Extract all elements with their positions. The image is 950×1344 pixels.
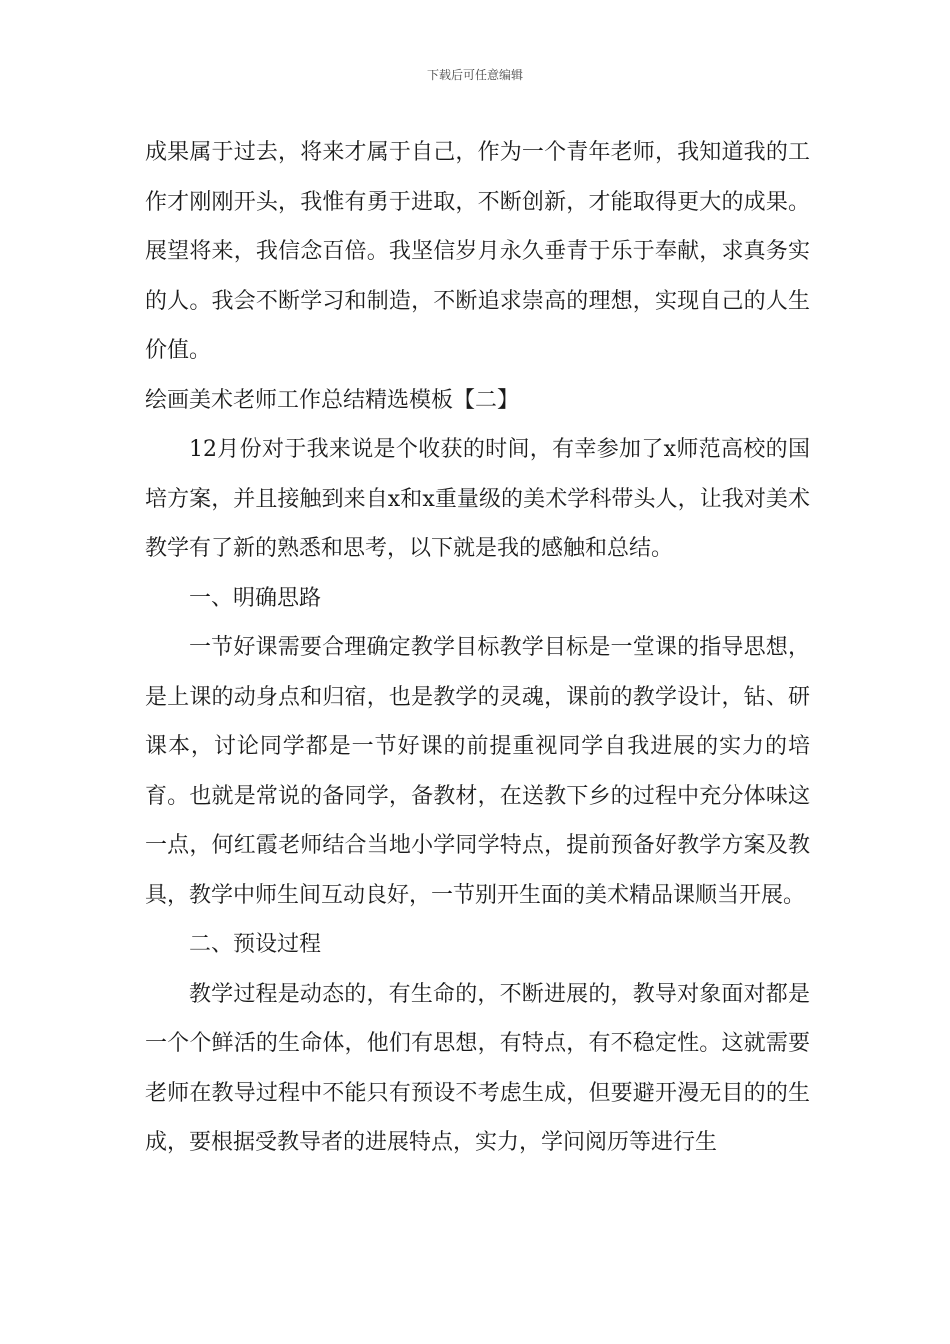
heading-clear-thinking: 一、明确思路 xyxy=(189,585,322,611)
document-body xyxy=(145,128,810,1168)
heading-preset-process: 二、预设过程 xyxy=(189,932,322,957)
paragraph-conclusion: 成果属于过去，将来才属于自己，作为一个青年老师，我知道我的工作才刚刚开头，我惟有勇于进取，不断创新，才能取得更大的成果。 展望将来，我信念百倍。我坚信岁月永久垂青于乐于奉献，求真务实的人。我会不断学习和制造，不断追求崇高的理想，实现自己的人生价值。 xyxy=(145,140,810,363)
paragraph-clear-thinking: 一节好课需要合理确定教学目标教学目标是一堂课的指导思想，是上课的动身点和归宿，也是教学的灵魂，课前的教学设计，钻、研课本，讨论同学都是一节好课的前提重视同学自我进展的实力的培育。也就是常说的备同学，备教材，在送教下乡的过程中充分体味这一点，何红霞老师结合当地小学同学特点，提前预备好教学方案及教具，教学中师生间互动良好，一节别开生面的美术精品课顺当开展。 xyxy=(145,635,810,908)
paragraph-preset-process: 教学过程是动态的，有生命的，不断进展的，教导对象面对都是一个个鲜活的生命体，他们有思想，有特点，有不稳定性。这就需要老师在教导过程中不能只有预设不考虑生成，但要避开漫无目的的生成，要根据受教导者的进展特点，实力，学问阅历等进行生 xyxy=(145,981,810,1155)
page-header: 下载后可任意编辑 xyxy=(426,68,523,82)
section-title: 绘画美术老师工作总结精选模板【二】 xyxy=(145,387,520,413)
paragraph-intro: 12月份对于我来说是个收获的时间，有幸参加了x师范高校的国培方案，并且接触到来自x和x重量级的美术学科带头人，让我对美术教学有了新的熟悉和思考，以下就是我的感触和总结。 xyxy=(145,437,810,561)
